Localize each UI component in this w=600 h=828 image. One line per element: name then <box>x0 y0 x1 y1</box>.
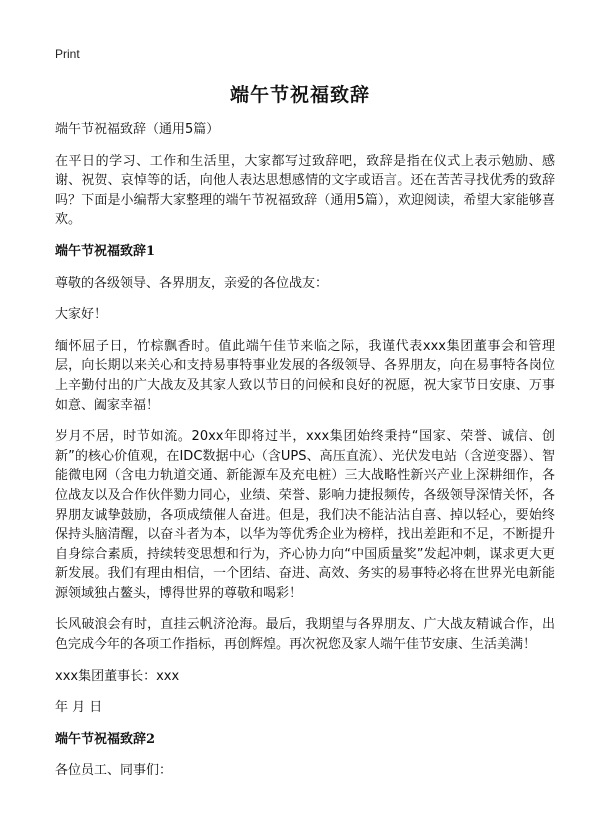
section-1-heading: 端午节祝福致辞1 <box>55 243 156 259</box>
section-1-paragraph-1: 缅怀屈子日，竹棕飘香时。值此端午佳节来临之际，我谨代表xxx集团董事会和管理层，向长期以来关心和支持易事特事业发展的各级领导、各界朋友，向在易事特各岗位上辛勤付出的广大战友及其家人致以节日的问候和良好的祝愿，祝大家节日安康、万事如意、阖家幸福！ <box>55 338 555 413</box>
section-1-paragraph-2: 岁月不居，时节如流。20xx年即将过半，xxx集团始终秉持“国家、荣誉、诚信、创新”的核心价值观，在IDC数据中心（含UPS、高压直流）、光伏发电站（含逆变器）、智能微电网（含电力轨道交通、新能源车及充电桩）三大战略性新兴产业上深耕细作，各位战友以及合作伙伴勠力同心，业绩、荣誉、影响力捷报频传，各级领导深情关怀，各界朋友诚挚鼓励，各项成绩催人奋进。但是，我们决不能沾沾自喜、掉以轻心，要始终保持头脑清醒，以奋斗者为本，以华为等优秀企业为榜样，找出差距和不足，不断提升自身综合素质，持续转变思想和行为，齐心协力向“中国质量奖”发起冲刺，谋求更大更新发展。我们有理由相信，一个团结、奋进、高效、务实的易事特必将在世界光电新能源领域独占鳌头，博得世界的尊敬和喝彩！ <box>55 429 555 601</box>
section-2-salutation: 各位员工、同事们： <box>55 763 173 779</box>
document-subtitle: 端午节祝福致辞（通用5篇） <box>55 122 220 137</box>
section-1-paragraph-3: 长风破浪会有时，直挂云帆济沧海。最后，我期望与各界朋友、广大战友精诚合作，出色完成今年的各项工作指标，再创辉煌。再次祝您及家人端午佳节安康、生活美满！ <box>55 617 555 653</box>
document-body <box>55 120 555 793</box>
section-1-signature: xxx集团董事长：xxx <box>55 668 180 684</box>
print-link[interactable]: Print <box>55 47 80 61</box>
intro-paragraph: 在平日的学习、工作和生活里，大家都写过致辞吧，致辞是指在仪式上表示勉励、感谢、祝贺、哀悼等的话，向他人表达思想感情的文字或语言。还在苦苦寻找优秀的致辞吗？下面是小编帮大家整理的端午节祝福致辞（通用5篇），欢迎阅读，希望大家能够喜欢。 <box>55 153 555 228</box>
section-2-heading: 端午节祝福致辞2 <box>55 731 156 747</box>
section-1-salutation: 尊敬的各级领导、各界朋友，亲爱的各位战友： <box>55 275 329 291</box>
section-1-greeting: 大家好！ <box>55 307 108 323</box>
section-1-date: 年 月 日 <box>55 700 103 716</box>
document-title: 端午节祝福致辞 <box>229 84 370 106</box>
